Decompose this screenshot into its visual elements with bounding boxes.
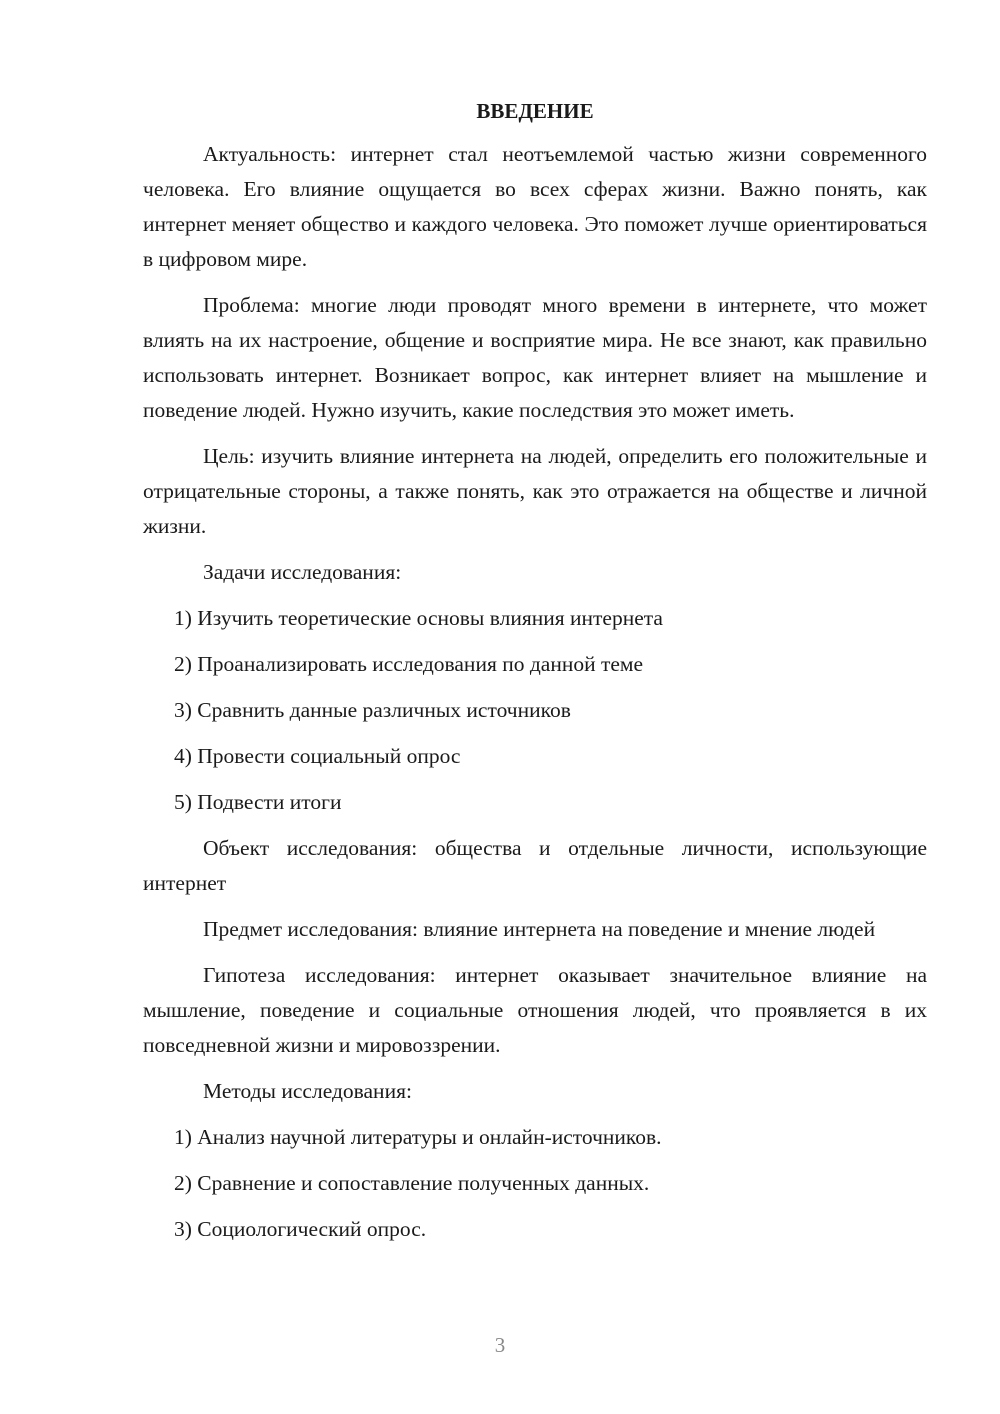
list-item: 1) Изучить теоретические основы влияния интернета	[174, 606, 663, 630]
tasks-heading: Задачи исследования:	[203, 560, 402, 584]
hypothesis-paragraph: Гипотеза исследования: интернет оказывает значительное влияние на мышление, поведение и социальные отношения людей, что проявляется в их повседневной жизни и мировоззрении.	[143, 963, 927, 1057]
goal-paragraph: Цель: изучить влияние интернета на людей, определить его положительные и отрицательные стороны, а также понять, как это отражается на обществе и личной жизни.	[143, 444, 927, 538]
list-item: 3) Сравнить данные различных источников	[174, 698, 571, 722]
list-item: 1) Анализ научной литературы и онлайн-источников.	[174, 1125, 662, 1149]
tasks-list	[143, 601, 927, 820]
list-item: 3) Социологический опрос.	[174, 1217, 427, 1241]
problem-paragraph: Проблема: многие люди проводят много времени в интернете, что может влиять на их настроение, общение и восприятие мира. Не все знают, как правильно использовать интернет. Возникает вопрос, как интернет влияет на мышление и поведение людей. Нужно изучить, какие последствия это может иметь.	[143, 293, 927, 422]
section-title: ВВЕДЕНИЕ	[476, 99, 594, 123]
subject-paragraph: Предмет исследования: влияние интернета на поведение и мнение людей	[203, 917, 876, 941]
list-item: 2) Сравнение и сопоставление полученных данных.	[174, 1171, 650, 1195]
page-content	[143, 96, 927, 1258]
methods-list	[143, 1120, 927, 1247]
methods-heading: Методы исследования:	[203, 1079, 412, 1103]
relevance-paragraph: Актуальность: интернет стал неотъемлемой частью жизни современного человека. Его влияние ощущается во всех сферах жизни. Важно понять, как интернет меняет общество и каждого человека. Это поможет лучше ориентироваться в цифровом мире.	[143, 142, 927, 271]
object-paragraph: Объект исследования: общества и отдельные личности, использующие интернет	[143, 836, 927, 895]
list-item: 4) Провести социальный опрос	[174, 744, 461, 768]
page-number: 3	[494, 1333, 506, 1357]
list-item: 5) Подвести итоги	[174, 790, 342, 814]
list-item: 2) Проанализировать исследования по данной теме	[174, 652, 644, 676]
